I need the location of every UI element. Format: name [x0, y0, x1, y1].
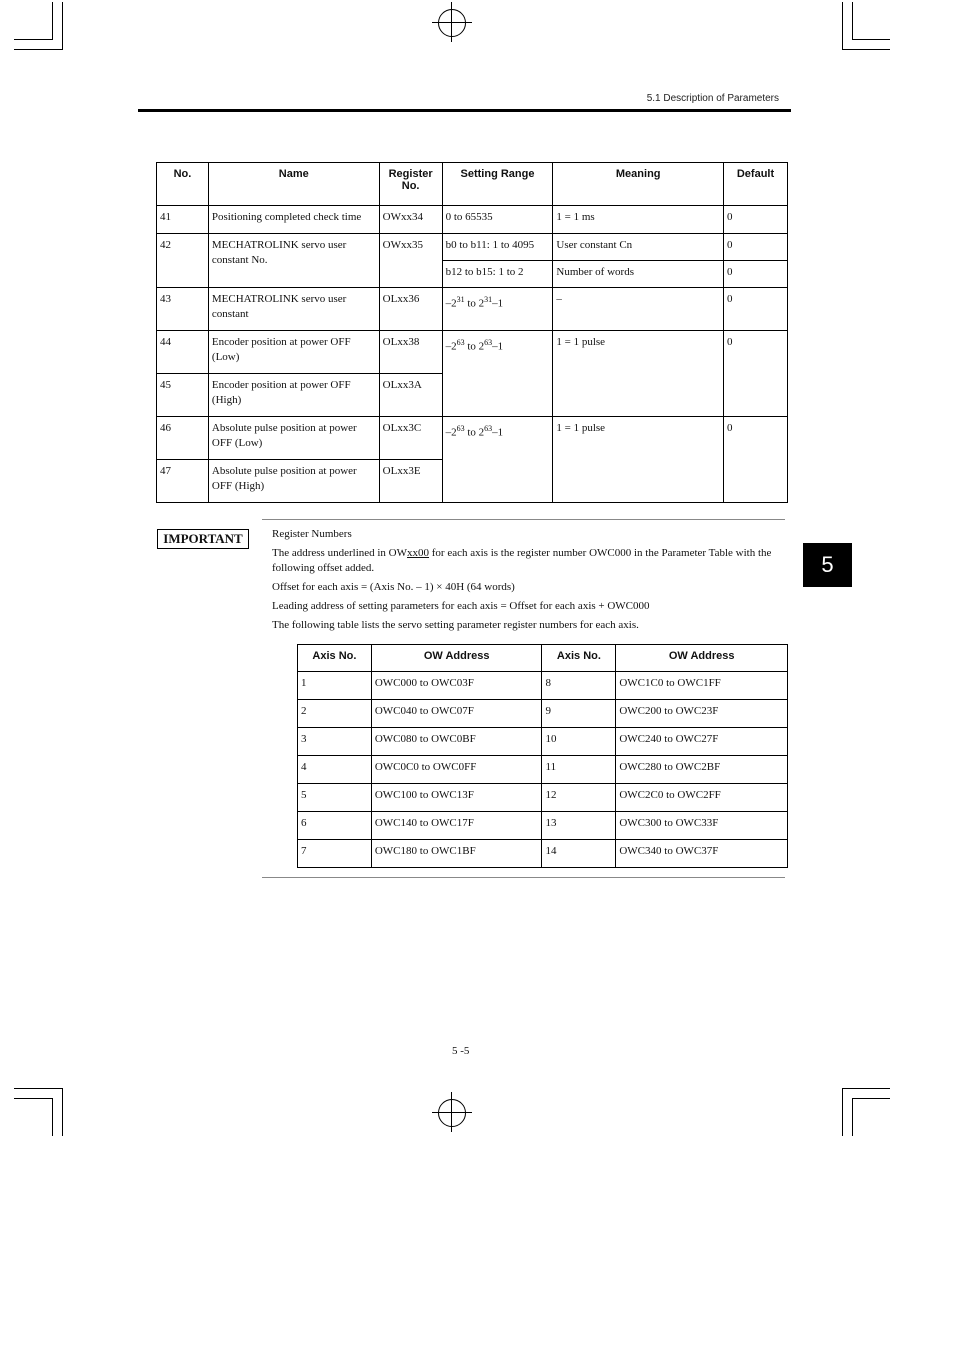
table-row [298, 812, 788, 840]
cell-no: 46 [157, 417, 209, 460]
cell-axis-no: 5 [298, 784, 372, 812]
cell-register: OWxx35 [379, 234, 442, 288]
important-top-rule [262, 519, 785, 520]
cell-ow-address: OWC180 to OWC1BF [371, 840, 542, 868]
range-to: to 2 [464, 297, 485, 310]
range-suffix: –1 [492, 426, 504, 439]
table-header-row [298, 645, 788, 672]
col-header-register: Register No. [379, 163, 442, 206]
table-row [157, 331, 788, 374]
crop-mark-bottom-left-v [62, 1088, 63, 1136]
cell-no: 47 [157, 460, 209, 503]
cell-axis-no: 11 [542, 756, 616, 784]
range-to: to 2 [464, 340, 485, 353]
cell-range [442, 288, 553, 331]
header-rule [138, 109, 791, 112]
col-header-axis-no: Axis No. [542, 645, 616, 672]
table-row [298, 784, 788, 812]
important-title: Register Numbers [272, 528, 352, 540]
cell-name: Encoder position at power OFF (Low) [208, 331, 379, 374]
registration-cross-bottom-h [432, 1112, 472, 1113]
chapter-tab: 5 [803, 543, 852, 587]
cell-ow-address: OWC240 to OWC27F [616, 728, 788, 756]
cell-default: 0 [724, 261, 788, 288]
cell-ow-address: OWC280 to OWC2BF [616, 756, 788, 784]
col-header-no: No. [157, 163, 209, 206]
cell-name: Encoder position at power OFF (High) [208, 374, 379, 417]
crop-mark-bottom-left-v2 [52, 1098, 53, 1136]
col-header-range: Setting Range [442, 163, 553, 206]
cell-axis-no: 10 [542, 728, 616, 756]
important-table-intro: The following table lists the servo setting parameter register numbers for each axis. [272, 619, 639, 631]
cell-default: 0 [724, 417, 788, 503]
cell-axis-no: 14 [542, 840, 616, 868]
cell-axis-no: 13 [542, 812, 616, 840]
cell-name: MECHATROLINK servo user constant No. [208, 234, 379, 288]
col-header-default: Default [724, 163, 788, 206]
cell-no: 44 [157, 331, 209, 374]
important-line1-underlined: xx00 [407, 547, 430, 559]
crop-mark-top-right-v [842, 2, 843, 50]
cell-ow-address: OWC1C0 to OWC1FF [616, 672, 788, 700]
cell-no: 41 [157, 206, 209, 234]
cell-ow-address: OWC100 to OWC13F [371, 784, 542, 812]
range-base: –2 [445, 340, 457, 353]
important-line1-pre: The address underlined in OW [272, 547, 408, 559]
cell-axis-no: 3 [298, 728, 372, 756]
important-offset-formula: Offset for each axis = (Axis No. – 1) × 40H (64 words) [272, 581, 515, 593]
range-exponent: 63 [456, 338, 465, 347]
cell-meaning: 1 = 1 pulse [553, 417, 724, 503]
range-suffix: –1 [492, 340, 504, 353]
crop-mark-bottom-right-h [842, 1088, 890, 1089]
cell-axis-no: 4 [298, 756, 372, 784]
range-exponent: 63 [484, 424, 493, 433]
crop-mark-top-left-v2 [52, 2, 53, 40]
range-exponent: 31 [456, 295, 465, 304]
crop-mark-top-right-h [842, 49, 890, 50]
crop-mark-bottom-right-v [842, 1088, 843, 1136]
cell-default: 0 [724, 234, 788, 261]
range-to: to 2 [464, 426, 485, 439]
parameter-table [156, 162, 788, 503]
cell-ow-address: OWC000 to OWC03F [371, 672, 542, 700]
cell-no: 43 [157, 288, 209, 331]
table-row [298, 756, 788, 784]
cell-ow-address: OWC040 to OWC07F [371, 700, 542, 728]
range-exponent: 63 [484, 338, 493, 347]
important-line1-post: for each axis is the register number OWC000 in the Parameter Table with the following offset added. [272, 547, 772, 574]
important-bottom-rule [262, 877, 785, 878]
cell-ow-address: OWC0C0 to OWC0FF [371, 756, 542, 784]
cell-default: 0 [724, 331, 788, 417]
cell-ow-address: OWC080 to OWC0BF [371, 728, 542, 756]
crop-mark-bottom-left-h [14, 1088, 62, 1089]
col-header-ow-address: OW Address [371, 645, 542, 672]
crop-mark-top-right-v2 [852, 2, 853, 40]
cell-register: OLxx3C [379, 417, 442, 460]
cell-meaning: 1 = 1 pulse [553, 331, 724, 417]
col-header-ow-address: OW Address [616, 645, 788, 672]
registration-cross-top-h [432, 22, 472, 23]
crop-mark-bottom-right-v2 [852, 1098, 853, 1136]
crop-mark-top-left-h2 [14, 39, 52, 40]
col-header-name: Name [208, 163, 379, 206]
cell-default: 0 [724, 288, 788, 331]
cell-register: OWxx34 [379, 206, 442, 234]
cell-name: Positioning completed check time [208, 206, 379, 234]
cell-range: b0 to b11: 1 to 4095 [442, 234, 553, 261]
cell-no: 42 [157, 234, 209, 288]
table-row [298, 840, 788, 868]
cell-ow-address: OWC140 to OWC17F [371, 812, 542, 840]
crop-mark-bottom-left-h2 [14, 1098, 52, 1099]
running-header: 5.1 Description of Parameters [646, 93, 779, 104]
cell-meaning: 1 = 1 ms [553, 206, 724, 234]
cell-ow-address: OWC340 to OWC37F [616, 840, 788, 868]
cell-range [442, 417, 553, 503]
cell-range [442, 331, 553, 417]
cell-register: OLxx38 [379, 331, 442, 374]
table-row [157, 288, 788, 331]
table-header-row [157, 163, 788, 206]
cell-ow-address: OWC300 to OWC33F [616, 812, 788, 840]
cell-default: 0 [724, 206, 788, 234]
table-row [157, 234, 788, 261]
registration-circle-bottom [438, 1099, 466, 1127]
cell-axis-no: 8 [542, 672, 616, 700]
crop-mark-top-right-h2 [852, 39, 890, 40]
page-number: 5 -5 [452, 1045, 470, 1057]
table-row [157, 417, 788, 460]
cell-meaning: Number of words [553, 261, 724, 288]
cell-axis-no: 9 [542, 700, 616, 728]
cell-name: MECHATROLINK servo user constant [208, 288, 379, 331]
cell-axis-no: 7 [298, 840, 372, 868]
crop-mark-bottom-right-h2 [852, 1098, 890, 1099]
cell-name: Absolute pulse position at power OFF (High) [208, 460, 379, 503]
cell-meaning: – [553, 288, 724, 331]
range-suffix: –1 [492, 297, 504, 310]
registration-circle-top [438, 9, 466, 37]
crop-mark-top-left-v [62, 2, 63, 50]
cell-ow-address: OWC2C0 to OWC2FF [616, 784, 788, 812]
range-base: –2 [445, 426, 457, 439]
cell-no: 45 [157, 374, 209, 417]
cell-name: Absolute pulse position at power OFF (Low) [208, 417, 379, 460]
cell-axis-no: 1 [298, 672, 372, 700]
cell-ow-address: OWC200 to OWC23F [616, 700, 788, 728]
table-row [298, 700, 788, 728]
cell-register: OLxx36 [379, 288, 442, 331]
cell-range: 0 to 65535 [442, 206, 553, 234]
cell-axis-no: 12 [542, 784, 616, 812]
important-paragraph [272, 546, 782, 576]
cell-meaning: User constant Cn [553, 234, 724, 261]
col-header-meaning: Meaning [553, 163, 724, 206]
axis-address-table [297, 644, 788, 868]
cell-axis-no: 6 [298, 812, 372, 840]
range-base: –2 [445, 297, 457, 310]
crop-mark-top-left-h [14, 49, 62, 50]
cell-register: OLxx3E [379, 460, 442, 503]
table-row [157, 206, 788, 234]
table-row [298, 672, 788, 700]
cell-register: OLxx3A [379, 374, 442, 417]
cell-range: b12 to b15: 1 to 2 [442, 261, 553, 288]
range-exponent: 31 [484, 295, 493, 304]
col-header-axis-no: Axis No. [298, 645, 372, 672]
important-leading-address: Leading address of setting parameters for each axis = Offset for each axis + OWC000 [272, 600, 650, 612]
cell-axis-no: 2 [298, 700, 372, 728]
important-label: IMPORTANT [157, 529, 249, 549]
range-exponent: 63 [456, 424, 465, 433]
table-row [298, 728, 788, 756]
